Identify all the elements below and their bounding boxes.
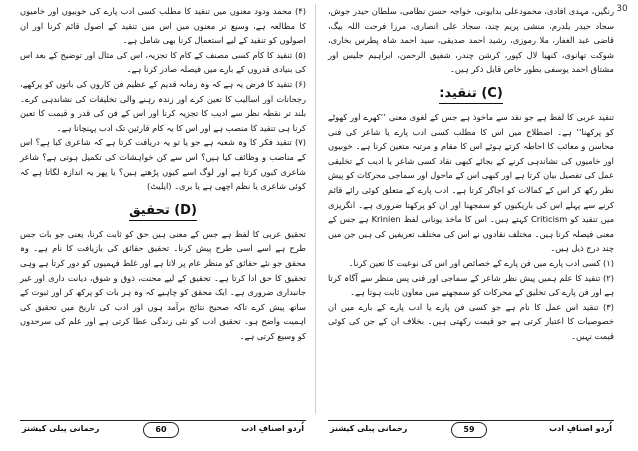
right-footer-page-number: 59 (451, 422, 487, 438)
page-divider (315, 4, 316, 414)
left-paragraph-7: (۷) تنقید فکر کا وہ شعبہ ہے جو یا تو یہ دریافت کرتا ہے کہ شاعری کیا ہے؟ اس کے مناصب و وظائف کیا ہیں؟ اس سے کن خواہشات کی تکمیل ہوتی ہے؟ شاعر شاعری کیوں کرتا ہے اور لوگ اسے کیوں پڑھتے ہیں؟ یا پھر یہ اندازہ لگاتا ہے کہ کوئی شاعری یا نظم اچھی ہے یا بری۔ (ایلیٹ) (20, 137, 306, 192)
right-paragraph-tanqeed: تنقید عربی کا لفظ ہے جو نقد سے ماخوذ ہے جس کے لغوی معنی ’’کھرے اور کھوٹے کو پرکھنا‘‘ ہے۔ اصطلاح میں اس کا مطلب کسی ادب پارے یا شاعر کی فنی محاسن و معائب کا احاطہ کرتے ہوئے اس کا مقام و مرتبہ متعین کرنا ہے۔ خوبیوں اور خامیوں کی نشاندہی کرنے کے بجائے کبھی نقاد کسی شاعر یا ادیب کے تخلیقی عمل کی تفصیل بیان کرتا ہے اور کبھی اس کے ماحول اور سماجی محرکات کو پیش نظر رکھ کر اس کے کمالات کو اجاگر کرتا ہے۔ ادب پارے کے متعلق کوئی رائے قائم کرنے سے پہلے اس کی باریکیوں کو سمجھنا اور ان کو پرکھنا ضروری ہے۔ انگریزی میں تنقید کو Criticism کہتے ہیں۔ اس کا ماخذ یونانی لفظ Krinien ہے جس کے معنی فیصلہ کرنا ہیں۔ مختلف نقادوں نے اس کی مختلف تعریفیں کی ہیں جن میں چند درج ذیل ہیں۔ (328, 111, 615, 254)
left-footer-publisher: رحمانی پبلی کیشنز (22, 424, 100, 433)
right-paragraph-1: (۱) کسی ادب پارے میں فن پارے کے خصائص اور اس کی نوعیت کا تعین کرنا۔ (348, 257, 614, 268)
left-paragraph-tahqeeq: تحقیق عربی کا لفظ ہے جس کے معنی ہیں حق کو ثابت کرنا، یعنی جو بات جس طرح ہے اسے اسی طرح پیش کرنا۔ تحقیق حقائق کی بازیافت کا نام ہے۔ وہ محقق جو نئے حقائق کو منظر عام پر لاتا ہے اور غلط فہمیوں کو دور کرتا ہے وہی تحقیق کا حق ادا کرتا ہے۔ تحقیق کے لیے محنت، ذوق و شوق، دیانت داری اور غیر جانبداری ضروری ہے۔ ایک محقق کو چاہیے کہ وہ ہر بات کو پرکھ کر اور ثبوت کے ساتھ پیش کرے تاکہ صحیح نتائج برآمد ہوں اور ادب کی تاریخ میں تحقیق کی اہمیت واضح ہو۔ تحقیق ادب کو نئی زندگی عطا کرتی ہے اور علم کی سرحدوں کو وسیع کرتی ہے۔ (20, 228, 306, 341)
right-footer-book-title: اُردو اصنافِ ادب (549, 424, 612, 433)
top-page-number: 30 (616, 4, 628, 14)
right-paragraph-names: رنگیں، مہدی افادی، محمودعلی بدایونی، خواجہ حسن نظامی، سلطان حیدر جوش، سجاد حیدر یلدرم، منشی پریم چند، سجاد علی انصاری، مرزا فرحت اللہ بیگ، قاضی عبد الغفار، ملا رموزی، رشید احمد صدیقی، سید احمد شاہ پطرس بخاری، شوکت تھانوی، کنھیا لال کپور، کرشن چندر، شفیق الرحمن، ابراہیم جلیس اور مشتاق احمد یوسفی بطور خاص قابل ذکر ہیں۔ (328, 6, 614, 75)
left-page (20, 4, 306, 343)
left-footer (20, 420, 306, 439)
right-footer-publisher: رحمانی پبلی کیشنز (330, 424, 408, 433)
left-footer-page-number: 60 (143, 422, 179, 438)
right-page (328, 4, 614, 343)
left-footer-book-title: اُردو اصنافِ ادب (241, 424, 304, 433)
section-heading-d: (D) تحقیق (20, 201, 306, 221)
right-paragraph-3: (۳) تنقید اس عمل کا نام ہے جو کسی فن پارے یا ادب پارے کے بارے میں ان خصوصیات کا اعتبار کرتی ہے جو قیمت رکھتی ہیں۔ بخلاف ان کے جن کی کوئی قیمت نہیں۔ (328, 301, 614, 341)
left-paragraph-5: (۵) تنقید کا کام کسی مصنف کے کام کا تجزیہ، اس کی مثال اور توضیح کے بعد اس کی بنیادی قدروں کے بارے میں فیصلہ صادر کرنا ہے۔ (20, 49, 306, 75)
section-heading-c: (C) تنقید: (328, 84, 614, 104)
left-paragraph-4: (۴) محمد ودود معنوں میں تنقید کا مطلب کسی ادب پارے کی خوبیوں اور خامیوں کا مطالعہ ہے، وسیع تر معنوں میں اس میں تنقید کے اصول قائم کرنا اور ان اصولوں کو تنقید کے لیے استعمال کرنا بھی شامل ہے۔ (20, 6, 306, 46)
right-footer (328, 420, 614, 439)
left-paragraph-6: (۶) تنقید کا فرض یہ ہے کہ وہ زمانہ قدیم کے عظیم فن کاروں کی باتوں کو پرکھے، رجحانات اور اسالیب کا تعین کرے اور زندہ رہنے والی تخلیقات کی نشاندہی کرے۔ بلند تر نقطہ نظر سے ادیب کا تجزیہ کرنا اور اس کے فن کی قدر و قیمت کا تعین کرنا ہی تنقید کا منصب ہے اور اس کا یہ کام قارئین تک ادب پہنچانا ہے۔ (20, 78, 306, 133)
right-paragraph-2: (۲) تنقید کا علم ہمیں پیش نظر شاعر کے سماجی اور فنی پس منظر سے آگاہ کرتا ہے اور فن پارے کی تخلیق کے محرکات کو سمجھنے میں معاون ثابت ہوتا ہے۔ (328, 272, 614, 298)
